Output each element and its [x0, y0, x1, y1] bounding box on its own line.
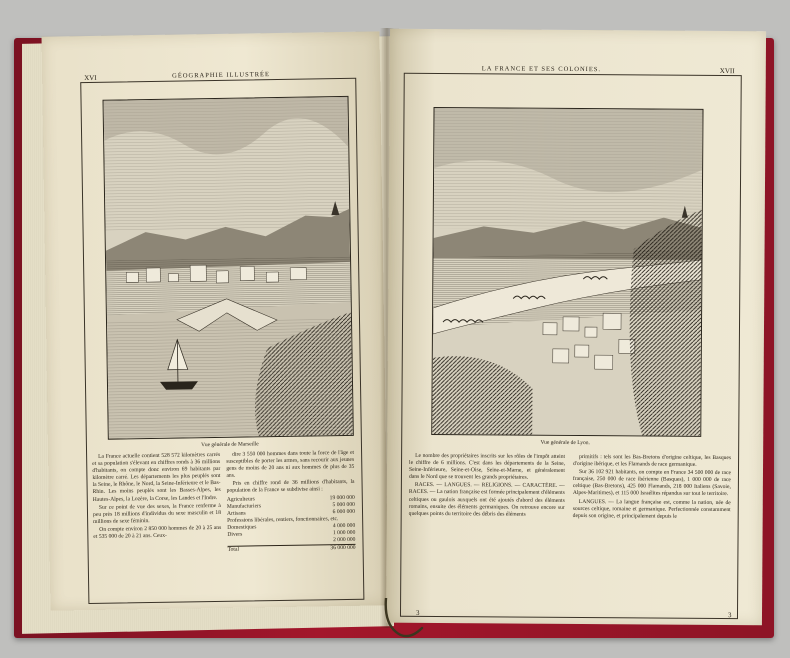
table-label: Professions libérales, rentiers, fonctionnaires, etc. — [227, 515, 339, 524]
left-running-head: GÉOGRAPHIE ILLUSTRÉE — [172, 71, 271, 80]
table-value: 6 000 000 — [332, 508, 356, 515]
left-text-column-1 — [92, 452, 222, 594]
left-caption: Vue générale de Marseille — [201, 441, 259, 449]
marseille-engraving — [103, 96, 354, 440]
table-label: Manufacturiers — [226, 502, 262, 510]
right-running-head: LA FRANCE ET SES COLONIES. — [481, 65, 602, 74]
table-label: Artisans — [226, 510, 246, 517]
paragraph: On compte environ 2 850 000 hommes de 20 à 25 ans et 535 000 de 20 à 21 ans. Ceux- — [93, 524, 222, 540]
right-text-column-1 — [408, 453, 565, 604]
paragraph: primitifs : tels sont les Bas-Bretons d'origine celtique, les Basques d'origine ibérique, et les Flamands de race germanique. — [573, 454, 732, 468]
bookmark-ribbon — [382, 598, 428, 648]
paragraph: Sur ce point de vue des sexes, la France renferme à peu près 18 millions d'individus du sexe masculin et 18 millions de sexe féminin. — [92, 502, 222, 525]
lyon-illustration — [432, 108, 702, 436]
table-value: 19 000 000 — [329, 494, 355, 501]
left-text-column-2 — [226, 450, 356, 592]
right-caption: Vue générale de Lyon. — [540, 439, 590, 447]
table-value: 5 000 000 — [332, 501, 355, 508]
table-total-row — [228, 544, 356, 554]
left-folio: XVI — [84, 73, 97, 83]
right-folio: XVII — [719, 66, 735, 76]
paragraph: La France actuelle contient 528 572 kilomètres carrés et sa population s'élevant en chiffres ronds à 36 millions d'habitants, on compte donc environ 69 habitants par kilomètre carré. Les départements les plus peuplés sont la Seine, le Rhône, le Nord, la Seine-Inférieure et le Bas-Rhin. Les moins peuplés sont les Basses-Alpes, les Hautes-Alpes, la Lozère, la Corse, les Landes et l'Indre. — [92, 451, 221, 503]
signature-mark: 3 — [415, 608, 420, 617]
table-value: 4 000 000 — [332, 522, 356, 530]
table-label: Divers — [227, 531, 243, 538]
paragraph: Pris en chiffre rond de 36 millions d'habitants, la population de la France se subdivise ainsi : — [226, 479, 355, 495]
lyon-engraving — [431, 107, 703, 437]
left-page — [42, 31, 389, 610]
bottom-folio: 3 — [727, 611, 732, 620]
paragraph: RACES. — LANGUES. — RELIGIONS. — CARACTÈRE. — RACES. — La nation française est formée principalement d'éléments celtiques ou gaulois auxquels ont été ajoutés d'abord des éléments romains, ensuite des éléments germaniques. On retrouve encore sur quelques points du territoire des débris des éléments — [408, 482, 565, 518]
paragraph: Le nombre des propriétaires inscrits sur les rôles de l'impôt atteint le chiffre de 6 millions. C'est dans les départements de la Seine, Seine-Inférieure, Seine-et-Oise, Seine-et-Marne, et généralement dans le Nord que se trouvent les grands propriétaires. — [408, 452, 566, 481]
right-page — [386, 29, 766, 626]
total-value: 36 000 000 — [330, 545, 356, 552]
marseille-illustration — [104, 97, 353, 439]
total-label: Total — [227, 546, 240, 554]
table-value: 2 000 000 — [333, 536, 356, 544]
right-text-column-2 — [572, 454, 731, 605]
table-label: Domestiques — [227, 524, 257, 531]
paragraph: Sur 36 102 921 habitants, on compte en France 34 500 000 de race française, 250 000 de race ibérienne (Basques), 1 000 000 de race celtique (Bas-Bretons), 425 000 Flamands, 218 000 Italiens (Savoie, Alpes-Maritimes), et 115 000 Israélites répandus sur tout le territoire. — [572, 469, 732, 498]
table-label: Agriculteurs — [226, 495, 255, 503]
paragraph: dire 3 550 000 hommes dans toute la force de l'âge et susceptibles de porter les armes, sans recourir aux jeunes gens de moins de 20 ans ni aux hommes de plus de 35 ans. — [226, 449, 355, 480]
table-value: 1 000 000 — [332, 529, 356, 537]
paragraph: LANGUES. — La langue française est, comme la nation, née de sources celtique, romaine et germanique. Perfectionnée constamment depuis son origine, et principalement depuis le — [572, 498, 731, 520]
